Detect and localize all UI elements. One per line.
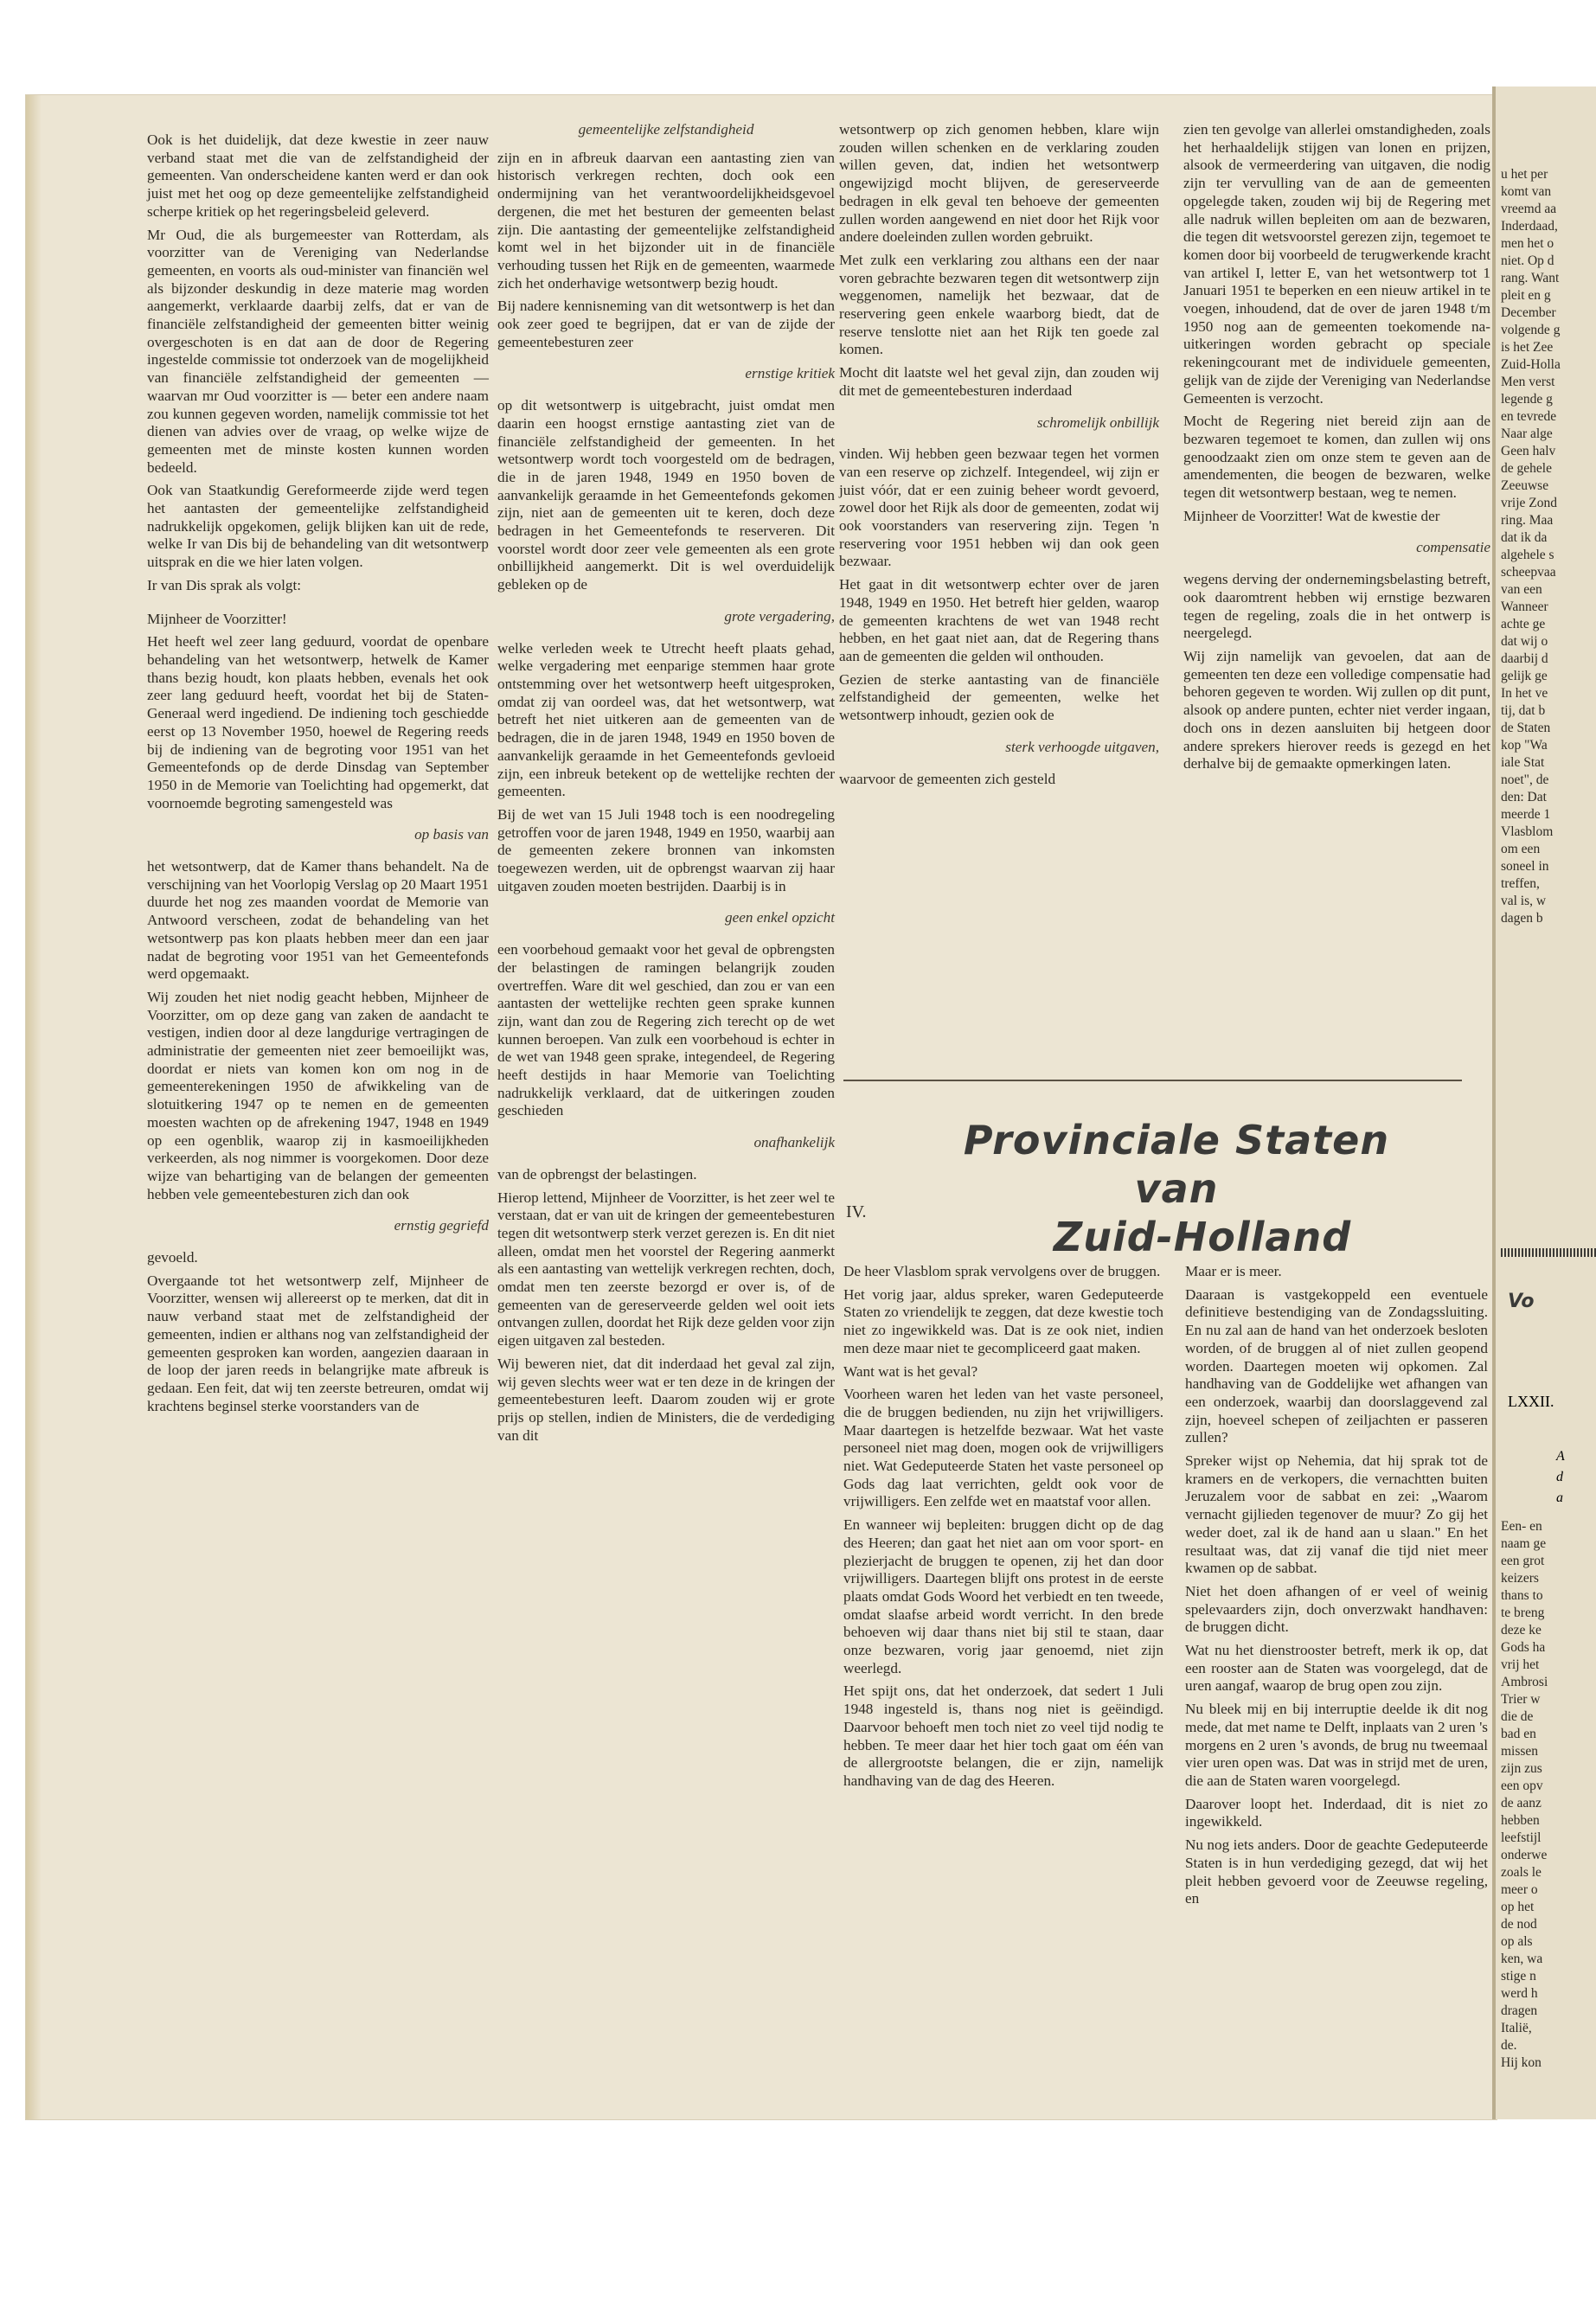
adjacent-page-line: achte ge xyxy=(1501,617,1546,631)
adjacent-page-line: komt van xyxy=(1501,184,1552,199)
decorative-bar xyxy=(1501,1248,1596,1257)
subheading: op basis van xyxy=(414,826,489,843)
paragraph: Bij nadere kennisneming van dit wetsontwerp is het dan ook zeer goed te begrijpen, dat er van de zijde der gemeentebesturen zeer xyxy=(497,298,835,350)
adjacent-page-italic-line: A xyxy=(1556,1449,1565,1464)
adjacent-page-line: Vlasblom xyxy=(1501,824,1554,839)
paragraph: welke verleden week te Utrecht heeft plaats gehad, welke vergadering met eenparige stemmen haar grote ontstemming over het wetsontwerp heeft uitgesproken, omdat zij van oordeel was, dat het wetsontwerp, wat betreft het niet uitkeren aan de gemeenten van de bedragen, die in de jaren 1948, 1949 en 1950 boven de aanvankelijk geraamde in het Gemeentefonds gevloeid zijn, een inbreuk betekent op de wettelijke rechten der gemeenten. xyxy=(497,639,835,800)
paragraph: Voorheen waren het leden van het vaste personeel, die de bruggen bedienden, nu zijn het vrijwilligers. Maar daartegen is hetzelfde bezwaar. Wat het vaste personeel niet mag doen, mogen ook de vrijwilligers niet. Wat Gedeputeerde Staten het vaste personeel op Gods dag laat verrichten, geldt ook voor de vrijwilligers. Een zelfde wet en maatstaf voor allen. xyxy=(843,1386,1163,1510)
adjacent-page-line: tij, dat b xyxy=(1501,703,1546,718)
adjacent-page-line: Geen halv xyxy=(1501,444,1556,458)
paragraph: Hierop lettend, Mijnheer de Voorzitter, is het zeer wel te verstaan, dat er van uit de kringen der gemeentebesturen tegen dit wetsontwerp sterk verzet gerezen is. En dit niet alleen, omdat men het voorstel der Regering aanmerkt als een aantasting van wettelijk verkregen rechten, doch, omdat men ten zeerste bezorgd er over is, of de gemeenten van de gereserveerde gelden wel ooit iets ontvangen zullen, doordat het Rijk deze gelden voor zijn eigen uitgaven zal besteden. xyxy=(497,1189,835,1349)
adjacent-page-line: In het ve xyxy=(1501,686,1548,701)
adjacent-page-line: hebben xyxy=(1501,1813,1540,1828)
adjacent-page-italic-line: d xyxy=(1556,1470,1563,1484)
adjacent-page-line: de nod xyxy=(1501,1917,1537,1932)
adjacent-page-line: vreemd aa xyxy=(1501,202,1557,216)
adjacent-page-line: Zeeuwse xyxy=(1501,478,1549,493)
adjacent-page-line: legende g xyxy=(1501,392,1553,407)
paragraph: Wij zijn namelijk van gevoelen, dat aan de gemeenten ten deze een volledige compensatie had behoren gegeven te worden. Wij zullen op dit punt, alsook op andere punten, echter niet verder ingaan, doch ons in dezen aansluiten bij hetgeen door andere sprekers hierover reeds is gezegd en het derhalve bij de gemaakte opmerkingen laten. xyxy=(1183,647,1490,772)
adjacent-page-line: scheepvaa xyxy=(1501,565,1556,580)
adjacent-page-line: de aanz xyxy=(1501,1796,1542,1811)
paragraph: Wij beweren niet, dat dit inderdaad het geval zal zijn, wij geven slechts weer wat er ten deze in de kringen der gemeentebesturen leeft. Daarom zouden wij er grote prijs op stellen, indien de Ministers, die de verdediging van dit xyxy=(497,1355,835,1444)
adjacent-page-line: u het per xyxy=(1501,167,1548,182)
paragraph: Het spijt ons, dat het onderzoek, dat sedert 1 Juli 1948 ingesteld is, thans nog niet is geëindigd. Daarvoor behoeft men toch niet zo veel tijd nodig te hebben. Te meer daar het hier toch gaat om één van de allergrootste belangen, die er zijn, namelijk handhaving van de dag des Heeren. xyxy=(843,1682,1163,1789)
adjacent-page-line: keizers xyxy=(1501,1571,1539,1586)
adjacent-page-line: onderwe xyxy=(1501,1848,1548,1862)
adjacent-page-line: die de xyxy=(1501,1709,1534,1724)
adjacent-page-line: Hij kon xyxy=(1501,2055,1542,2070)
adjacent-page-line: ken, wa xyxy=(1501,1952,1543,1966)
adjacent-page-line: is het Zee xyxy=(1501,340,1554,355)
adjacent-page-text-top xyxy=(1501,166,1596,927)
adjacent-page-line: men het o xyxy=(1501,236,1554,251)
paragraph: Het vorig jaar, aldus spreker, waren Gedeputeerde Staten zo vriendelijk te zeggen, dat deze kwestie toch niet zo ingewikkeld was. Dat is ze ook niet, indien men deze maar niet te gecompliceerd gaat maken. xyxy=(843,1285,1163,1356)
headline-line-2: Zuid-Holland xyxy=(1053,1214,1352,1260)
paragraph: zien ten gevolge van allerlei omstandigheden, zoals het herhaaldelijk stijgen van lonen en prijzen, alsook de vermeerdering van uitgaven, die nodig zijn ter vervulling van de aan de gemeenten opgelegde taken, zouden wij bij de Regering met alle nadruk willen bepleiten om aan de bezwaren, die tegen dit wetsvoorstel gerezen zijn, tegemoet te komen door bij voorbeeld de terugwerkende kracht van artikel I, letter E, van het wetsontwerp tot 1 Januari 1951 te beperken en een nieuw artikel in te voegen, inhoudend, dat de over de jaren 1948 t/m 1950 nog aan de gemeenten toekomende na-uitkeringen worden gebracht op speciale rekeningcourant met de individuele gemeenten, gelijk van de zijde der Vereniging van Nederlandse Gemeenten is verzocht. xyxy=(1183,121,1490,407)
paragraph: Niet het doen afhangen of er veel of weinig spelevaarders zijn, doch onverzwakt handhaven: de bruggen dicht. xyxy=(1185,1582,1488,1636)
adjacent-page-line: zijn zus xyxy=(1501,1761,1542,1776)
adjacent-page-line: rang. Want xyxy=(1501,271,1560,285)
adjacent-page-line: Ambrosi xyxy=(1501,1675,1548,1689)
adjacent-page-line: kop "Wa xyxy=(1501,738,1548,753)
subheading: gemeentelijke zelfstandigheid xyxy=(578,121,754,138)
column-3 xyxy=(839,121,1159,793)
paragraph: Ook van Staatkundig Gereformeerde zijde werd tegen het aantasten der gemeentelijke zelfstandigheid nadrukkelijk opgekomen, gelijk blijken kan uit de rede, welke Ir van Dis bij de behandeling van dit wetsontwerp uitsprak en die we hier laten volgen. xyxy=(147,482,489,571)
adjacent-page-line: Een- en xyxy=(1501,1519,1542,1534)
column-2 xyxy=(497,121,835,1450)
adjacent-page-line: dagen b xyxy=(1501,911,1543,926)
adjacent-page-line: algehele s xyxy=(1501,548,1554,562)
subheading: ernstig gegriefd xyxy=(394,1217,489,1234)
section-number: IV. xyxy=(846,1202,867,1221)
paragraph: En wanneer wij bepleiten: bruggen dicht op de dag des Heeren; dan gaat het niet aan om voor sport- en plezierjacht de bruggen te openen, zij het dan door vrijwilligers. Daartegen blijft ons protest in de eerste plaats omdat Gods Woord het verbiedt en ten tweede, omdat slaafse arbeid wordt verricht. In den brede behoeven wij daar thans niet bij stil te staan, daar onze bezwaren, vorig jaar genoemd, niet zijn weerlegd. xyxy=(843,1516,1163,1676)
subheading: schromelijk onbillijk xyxy=(1036,413,1159,431)
adjacent-page-line: Italië, xyxy=(1501,2021,1532,2035)
paragraph: van de opbrengst der belastingen. xyxy=(497,1165,697,1183)
paragraph: Wat nu het dienstrooster betreft, merk ik op, dat een rooster aan de Staten was voorgelegd, dat de uren aangaf, waarop de brug open zou zijn. xyxy=(1185,1642,1488,1695)
column-5 xyxy=(843,1263,1163,1796)
adjacent-page-fragment xyxy=(1492,87,1596,2119)
adjacent-page-section-number: LXXII. xyxy=(1508,1393,1554,1410)
paragraph: wegens derving der ondernemingsbelasting betreft, ook daaromtrent hebben wij ernstige bezwaren tegen de regeling, zoals die in het ontwerp is neergelegd. xyxy=(1183,571,1490,642)
subheading: ernstige kritiek xyxy=(745,365,835,382)
paragraph: wetsontwerp op zich genomen hebben, klare wijn zouden willen schenken en de verklaring zouden willen geven, dat, indien het wetsontwerp ongewijzigd mocht blijven, de gereserveerde bedragen in elk geval ten behoeve der gemeenten zullen worden aangewend en niet door het Rijk voor andere doeleinden zullen worden gebruikt. xyxy=(839,121,1159,246)
adjacent-page-line: vrije Zond xyxy=(1501,496,1557,510)
paragraph: Spreker wijst op Nehemia, dat hij sprak tot de kramers en de verkopers, die vernachtten buiten Jeruzalem voor de sabbat en zei: „Waarom vernacht gijlieden tegenover de muur? Zo gij het weder doet, zal ik de hand aan u slaan." En het resultaat was, dat zij vanaf die tijd niet meer kwamen op de sabbat. xyxy=(1185,1452,1488,1577)
paragraph: Bij de wet van 15 Juli 1948 toch is een noodregeling getroffen voor de jaren 1948, 1949 en 1950, waarbij aan de gemeenten zekere bronnen van inkomsten toegewezen werden, uit de opbrengst waarvan zij haar uitgaven zouden moeten bestrijden. Daarbij is in xyxy=(497,805,835,894)
adjacent-page-line: Men verst xyxy=(1501,375,1555,389)
paragraph: Daarover loopt het. Inderdaad, dit is niet zo ingewikkeld. xyxy=(1185,1795,1488,1830)
adjacent-page-line: en tevrede xyxy=(1501,409,1557,424)
adjacent-page-line: zoals le xyxy=(1501,1865,1542,1880)
page-edge xyxy=(26,95,42,2119)
paragraph: Het heeft wel zeer lang geduurd, voordat de openbare behandeling van het wetsontwerp, hetwelk de Kamer thans bezig houdt, kon plaats hebben, evenals het ook zeer lang geduurd heeft, voordat het bij de Staten-Generaal werd ingediend. De indiening toch geschiedde eerst op 13 November 1950, hoewel de Regering reeds bij de indiening van de begroting voor 1951 van het Gemeentefonds op de derde Dinsdag van September 1950 in de Memorie van Toelichting had opgemerkt, dat voornoemde begroting samengesteld was xyxy=(147,633,489,811)
section-divider xyxy=(843,1080,1462,1081)
paragraph: Mocht de Regering niet bereid zijn aan de bezwaren tegemoet te komen, dan zullen wij ons genoodzaakt zien om onze stem te geven aan de amendementen, die beogen de bezwaren, welke tegen dit wetsontwerp bestaan, weg te nemen. xyxy=(1183,413,1490,502)
paragraph: gevoeld. xyxy=(147,1249,198,1266)
adjacent-page-line: missen xyxy=(1501,1744,1539,1759)
adjacent-page-line: niet. Op d xyxy=(1501,253,1554,268)
paragraph: Overgaande tot het wetsontwerp zelf, Mijnheer de Voorzitter, wensen wij allereerst op te merken, dat dit in nauw verband staat met de zelfstandigheid der gemeenten, indien er althans nog van zelfstandigheid der gemeenten gesproken kan worden, aangezien daaraan in de loop der jaren reeds in belangrijke mate afbreuk is gedaan. Een feit, dat wij ten zeerste betreuren, omdat wij krachtens beginsel sterke voorstanders van de xyxy=(147,1272,489,1414)
salutation: Mijnheer de Voorzitter! xyxy=(147,610,287,627)
adjacent-page-line: ring. Maa xyxy=(1501,513,1554,528)
column-4 xyxy=(1183,121,1490,779)
paragraph: het wetsontwerp, dat de Kamer thans behandelt. Na de verschijning van het Voorlopig Verslag op 20 Maart 1951 duurde het nog zes maanden voordat de Memorie van Antwoord verscheen, zodat de behandeling van het wetsontwerp pas kon plaats hebben meer dan een jaar nadat de begroting voor 1951 van het Gemeentefonds werd opgemaakt. xyxy=(147,858,489,983)
adjacent-page-line: leefstijl xyxy=(1501,1830,1542,1845)
subheading: grote vergadering, xyxy=(724,607,835,625)
paragraph: Ir van Dis sprak als volgt: xyxy=(147,576,302,593)
adjacent-page-line: dat ik da xyxy=(1501,530,1548,545)
adjacent-page-line: pleit en g xyxy=(1501,288,1551,303)
adjacent-page-line: de. xyxy=(1501,2038,1517,2053)
adjacent-page-line: treffen, xyxy=(1501,876,1540,891)
adjacent-page-line: op het xyxy=(1501,1900,1535,1914)
paragraph: Maar er is meer. xyxy=(1185,1263,1282,1279)
adjacent-page-line: iale Stat xyxy=(1501,755,1545,770)
subheading: compensatie xyxy=(1416,539,1490,556)
adjacent-page-line: de Staten xyxy=(1501,721,1551,735)
adjacent-page-line: stige n xyxy=(1501,1969,1536,1984)
column-1 xyxy=(147,131,489,1420)
subheading: geen enkel opzicht xyxy=(725,909,835,926)
adjacent-page-line: Inderdaad, xyxy=(1501,219,1558,234)
adjacent-page-line: de gehele xyxy=(1501,461,1552,476)
paragraph: waarvoor de gemeenten zich gesteld xyxy=(839,770,1056,787)
paragraph: Daaraan is vastgekoppeld een eventuele definitieve bestendiging van de Zondagssluiting. En nu zal aan de hand van het onderzoek besloten worden, of de bruggen al of niet zullen geopend worden. Daartegen moeten wij opkomen. Zal handhaving van de Goddelijke wet afhangen van een onderzoek, waarbij dan doorslaggevend zal zijn, hoeveel schepen of zeiljachten er passeren zullen? xyxy=(1185,1285,1488,1446)
paragraph: Want wat is het geval? xyxy=(843,1362,978,1380)
adjacent-page-line: van een xyxy=(1501,582,1542,597)
adjacent-page-italic-line: a xyxy=(1556,1490,1563,1505)
adjacent-page-line: naam ge xyxy=(1501,1536,1547,1551)
adjacent-page-line: dragen xyxy=(1501,2003,1538,2018)
adjacent-page-line: thans to xyxy=(1501,1588,1543,1603)
paragraph: Wij zouden het niet nodig geacht hebben, Mijnheer de Voorzitter, om op deze gang van zaken de aandacht te vestigen, indien door al deze langdurige vertragingen de administratie der gemeenten niet zeer bemoeilijkt was, doordat er niets van komen kon om nog in de gemeenterekeningen 1950 de afwikkeling van de slotuitkering 1947 op te nemen en de gemeenten moesten wachten op de afrekening 1947, 1948 en 1949 op een ogenblik, waarop zij in kasmoeilijkheden verkeerden, als nog nimmer is voorgekomen. Door deze wijze van behartiging van de belangen der gemeenten hebben vele gemeentebesturen zich dan ook xyxy=(147,988,489,1202)
paragraph: zijn en in afbreuk daarvan een aantasting zien van historisch verkregen rechten, doch ook een ondermijning van het verantwoordelijkheidsgevoel dergenen, die met het besturen der gemeenten belast zijn. Die aantasting der gemeentelijke zelfstandigheid komt wel in het bijzonder uit in de financiële verhouding tussen het Rijk en de gemeenten, waarmede zich het onderhavige wetsontwerp bezig houdt. xyxy=(497,149,835,292)
adjacent-page-line: werd h xyxy=(1501,1986,1538,2001)
adjacent-page-line: op als xyxy=(1501,1934,1533,1949)
adjacent-page-line: dat wij o xyxy=(1501,634,1548,649)
adjacent-page-line: Naar alge xyxy=(1501,426,1553,441)
adjacent-page-line: deze ke xyxy=(1501,1623,1542,1638)
adjacent-page-line: te breng xyxy=(1501,1606,1545,1620)
paragraph: Gezien de sterke aantasting van de financiële zelfstandigheid der gemeenten, welke het wetsontwerp inhoudt, gezien ook de xyxy=(839,670,1159,724)
adjacent-page-line: een opv xyxy=(1501,1779,1543,1793)
adjacent-page-text-bottom xyxy=(1501,1518,1596,2072)
adjacent-page-line: Wanneer xyxy=(1501,599,1548,614)
paragraph: Mijnheer de Voorzitter! Wat de kwestie der xyxy=(1183,507,1440,524)
paragraph: Mr Oud, die als burgemeester van Rotterdam, als voorzitter van de Vereniging van Nederlandse gemeenten, en voorts als oud-minister van financiën wel als bijzonder deskundig in deze materie mag worden aangemerkt, verklaarde daarbij zelfs, dat er van de financiële zelfstandigheid der gemeenten bitter weinig overgeschoten is en dat aan de door de Regering ingestelde commissie tot onderzoek van de mogelijkheid van financiële zelfstandigheid der gemeenten — waarvan mr Oud voorzitter is — beter een andere naam zou kunnen gegeven worden, namelijk commissie tot het dienen van advies over de vraag, op welke wijze de gemeenten met de minste kosten kunnen worden bedeeld. xyxy=(147,226,489,476)
subheading: onafhankelijk xyxy=(753,1134,835,1151)
paragraph: Met zulk een verklaring zou althans een der naar voren gebrachte bezwaren tegen dit wetsontwerp zijn weggenomen, namelijk het bezwaar, dat de reservering geen enkele waarborg biedt, dat de reserve tenslotte niet aan het Rijk ten goede zal komen. xyxy=(839,251,1159,358)
adjacent-page-line: meer o xyxy=(1501,1882,1538,1897)
article-headline xyxy=(943,1116,1410,1261)
adjacent-page-line: om een xyxy=(1501,842,1541,856)
paragraph: een voorbehoud gemaakt voor het geval de opbrengsten der belastingen de ramingen belangrijk zouden overtreffen. Ware dit wel geschied, dan zou er van een aantasten der wettelijke rechten geen sprake kunnen zijn, want dan zou de Regering zich terecht op de wet kunnen beroepen. Van zulk een voorbehoud is echter in de wet van 1948 geen sprake, integendeel, de Regering heeft destijds in haar Memorie van Toelichting nadrukkelijk verklaard, dat de uitkeringen zouden geschieden xyxy=(497,941,835,1119)
adjacent-page-line: gelijk ge xyxy=(1501,669,1548,683)
paragraph: vinden. Wij hebben geen bezwaar tegen het vormen van een reserve op zichzelf. Integendeel, wij zijn er juist vóór, dat er een zuinig beheer wordt gevoerd, zowel door het Rijk als door de gemeenten, zodat wij ook voorstanders van reservering zijn. Tegen 'n reservering voor 1951 hebben wij dan ook geen bezwaar. xyxy=(839,445,1159,570)
column-6 xyxy=(1185,1263,1488,1913)
adjacent-page-line: vrij het xyxy=(1501,1657,1540,1672)
paragraph: op dit wetsontwerp is uitgebracht, juist omdat men daarin een hoogst ernstige aantasting ziet van de financiële zelfstandigheid der gemeenten. In het wetsontwerp wordt toch voorgesteld om de bedragen, die in de jaren 1948, 1949 en 1950 boven de aanvankelijk geraamde in het Gemeentefonds gekomen zijn, niet aan de gemeenten uit te keren, doch deze bedragen in het Gemeentefonds te reserveren. Dit voorstel wordt door zeer vele gemeenten als een grote onbillijkheid aangemerkt. Dit is wel overduidelijk gebleken op de xyxy=(497,397,835,593)
adjacent-page-line: bad en xyxy=(1501,1727,1536,1741)
adjacent-page-line: Gods ha xyxy=(1501,1640,1546,1655)
paragraph: De heer Vlasblom sprak vervolgens over de bruggen. xyxy=(843,1263,1161,1279)
adjacent-page-line: Zuid-Holla xyxy=(1501,357,1561,372)
adjacent-page-line: volgende g xyxy=(1501,323,1561,337)
paragraph: Nu bleek mij en bij interruptie deelde ik dit nog mede, dat met name te Delft, inplaats van 2 uren 's morgens en 2 uren 's avonds, de brug nu tweemaal vier uren open was. Dat was in strijd met de uren, die aan de Staten waren voorgelegd. xyxy=(1185,1701,1488,1789)
adjacent-page-line: den: Dat xyxy=(1501,790,1547,804)
paragraph: Mocht dit laatste wel het geval zijn, dan zouden wij dit met de gemeentebesturen inderdaad xyxy=(839,364,1159,399)
adjacent-page-line: daarbij d xyxy=(1501,651,1548,666)
adjacent-page-line: Trier w xyxy=(1501,1692,1541,1707)
paragraph: Ook is het duidelijk, dat deze kwestie in zeer nauw verband staat met die van de zelfstandigheid der gemeenten. Van onderscheidene kanten werd er dan ook juist met het oog op deze gemeentelijke zelfstandigheid scherpe kritiek op het regeringsbeleid geleverd. xyxy=(147,131,489,220)
subheading: sterk verhoogde uitgaven, xyxy=(1005,738,1159,755)
adjacent-page-line: soneel in xyxy=(1501,859,1549,874)
headline-line-1: Provinciale Staten van xyxy=(963,1117,1390,1212)
paragraph: Nu nog iets anders. Door de geachte Gedeputeerde Staten is in hun verdediging gezegd, dat wij het pleit hebben gevoerd voor de Zeeuwse regeling, en xyxy=(1185,1836,1488,1907)
adjacent-page-line: val is, w xyxy=(1501,894,1547,908)
adjacent-page-line: noet", de xyxy=(1501,772,1549,787)
paragraph: Het gaat in dit wetsontwerp echter over de jaren 1948, 1949 en 1950. Het betreft hier gelden, waarop de gemeenten krachtens de wet van 1948 recht hebben, en het gaat niet aan, dat de Regering thans aan de gemeenten die gelden wil onthouden. xyxy=(839,576,1159,664)
adjacent-page-line: een grot xyxy=(1501,1554,1545,1568)
adjacent-page-line: December xyxy=(1501,305,1556,320)
adjacent-page-line: meerde 1 xyxy=(1501,807,1551,822)
adjacent-page-heading: Vo xyxy=(1508,1291,1535,1312)
